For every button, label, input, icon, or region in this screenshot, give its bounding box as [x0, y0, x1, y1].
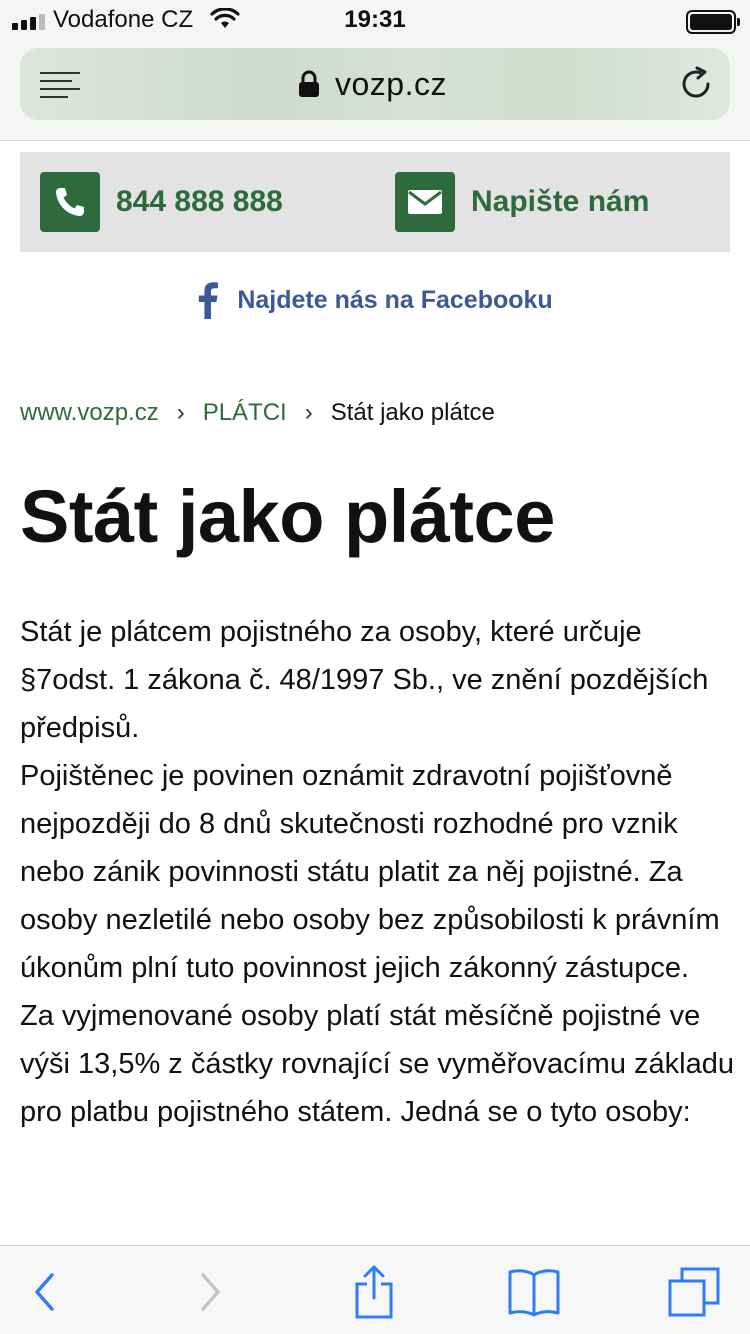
- email-label[interactable]: Napište nám: [471, 185, 650, 218]
- phone-number[interactable]: 844 888 888: [116, 185, 283, 218]
- status-time: 19:31: [344, 6, 406, 33]
- breadcrumb-section[interactable]: PLÁTCI: [202, 399, 287, 426]
- address-bar[interactable]: [20, 48, 730, 120]
- article-body: [20, 608, 735, 1136]
- contact-band: [20, 152, 730, 252]
- bookmarks-button[interactable]: [506, 1264, 562, 1320]
- forward-button[interactable]: [183, 1264, 239, 1320]
- breadcrumb-separator: ›: [304, 399, 313, 426]
- status-bar: [0, 0, 750, 40]
- book-icon: [507, 1267, 561, 1317]
- battery-icon: [686, 10, 736, 34]
- url-text[interactable]: vozp.cz: [335, 66, 447, 102]
- mail-icon: [395, 172, 455, 232]
- breadcrumb-home[interactable]: www.vozp.cz: [20, 399, 159, 426]
- phone-link[interactable]: [40, 172, 283, 232]
- facebook-link[interactable]: [0, 278, 750, 322]
- chevron-left-icon: [32, 1272, 56, 1312]
- email-link[interactable]: [395, 172, 649, 232]
- phone-icon: [40, 172, 100, 232]
- page-title: Stát jako plátce: [20, 475, 555, 558]
- lock-icon: [298, 70, 320, 98]
- chevron-right-icon: [199, 1272, 223, 1312]
- reader-view-icon[interactable]: [40, 72, 80, 100]
- browser-header: [0, 40, 750, 141]
- breadcrumb: [20, 396, 495, 430]
- paragraph: Za vyjmenované osoby platí stát měsíčně pojistné ve výši 13,5% z částky rovnající se vyměřovacímu základu pro platbu pojistného státem. Jedná se o tyto osoby:: [20, 1000, 734, 1128]
- browser-toolbar: [0, 1245, 750, 1334]
- carrier-name: Vodafone CZ: [53, 6, 194, 33]
- facebook-label[interactable]: Najdete nás na Facebooku: [237, 285, 553, 314]
- reload-icon[interactable]: [678, 66, 714, 102]
- share-icon: [353, 1264, 395, 1320]
- tabs-icon: [667, 1266, 721, 1318]
- facebook-icon: [197, 281, 219, 319]
- paragraph: Pojištěnec je povinen oznámit zdravotní pojišťovně nejpozději do 8 dnů skutečnosti rozhodné pro vznik nebo zánik povinnosti státu platit za něj pojistné. Za osoby nezletilé nebo osoby bez způsobilosti k právním úkonům plní tuto povinnost jejich zákonný zástupce.: [20, 760, 720, 984]
- share-button[interactable]: [346, 1264, 402, 1320]
- breadcrumb-current: Stát jako plátce: [330, 399, 495, 426]
- breadcrumb-separator: ›: [176, 399, 185, 426]
- tabs-button[interactable]: [666, 1264, 722, 1320]
- paragraph: Stát je plátcem pojistného za osoby, které určuje §7odst. 1 zákona č. 48/1997 Sb., ve znění pozdějších předpisů.: [20, 616, 709, 744]
- back-button[interactable]: [16, 1264, 72, 1320]
